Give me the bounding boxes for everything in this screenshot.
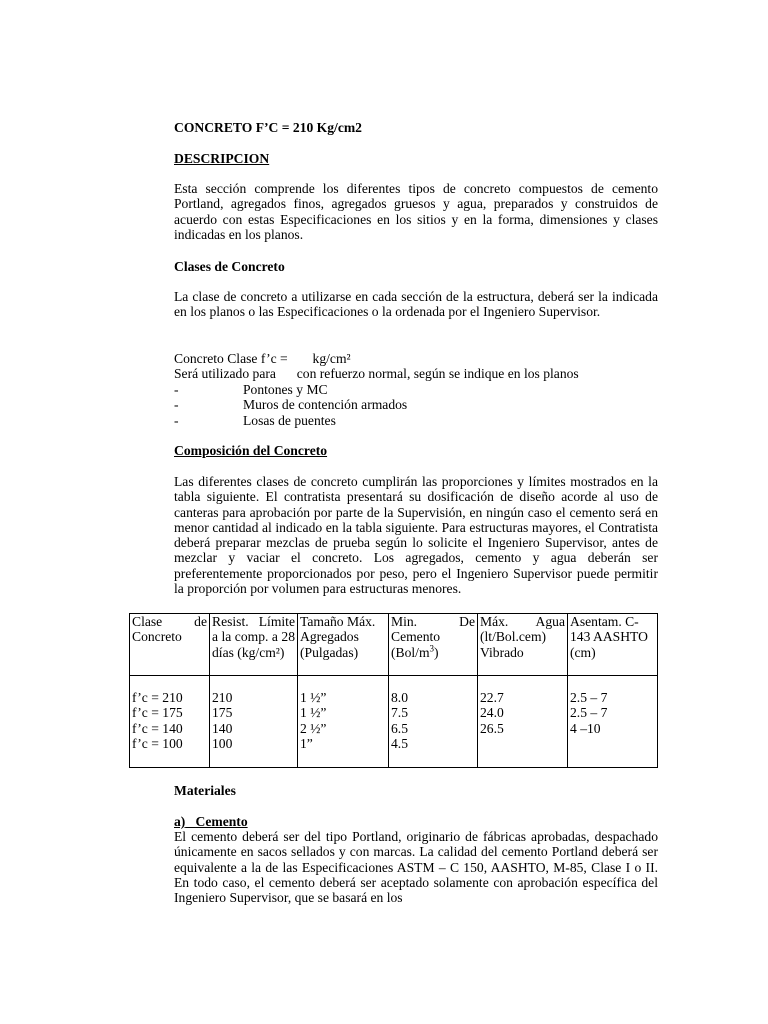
- header-cemento-sup: 3: [429, 643, 435, 654]
- cell-value: 100: [212, 735, 233, 751]
- table-header-row: [130, 614, 658, 676]
- subheading-label: Cemento: [195, 814, 248, 829]
- cell-value: 1”: [300, 735, 313, 751]
- header-asentamiento: Asentam. C-143 AASHTO (cm): [568, 614, 658, 676]
- section-heading-composicion: Composición del Concreto: [174, 443, 328, 458]
- cell-value: 24.0: [480, 705, 504, 721]
- cell-clase: [130, 676, 210, 768]
- cell-value: 6.5: [391, 720, 408, 736]
- cell-value: 2.5 – 7: [570, 690, 608, 705]
- header-agua: Máx. Agua (lt/Bol.cem) Vibrado: [478, 614, 568, 676]
- uso-line: [174, 366, 658, 381]
- section-heading-materiales: Materiales: [174, 783, 236, 798]
- list-item: [174, 382, 658, 397]
- cell-value: 175: [212, 705, 233, 721]
- header-cemento-text: Min. De Cemento (Bol/m: [391, 614, 475, 660]
- cell-value: f’c = 175: [132, 705, 183, 721]
- list-bullet: -: [174, 382, 179, 397]
- cell-value: f’c = 210: [132, 690, 183, 705]
- cell-value: 2.5 – 7: [570, 705, 608, 721]
- paragraph-cemento: El cemento deberá ser del tipo Portland, originario de fábricas aprobadas, despachado únicamente en sacos sellados y con marcas. La calidad del cemento Portland deberá ser equivalente a la de las Especificaciones ASTM – C 150, AASHTO, M-85, Clase I o II. En todo caso, el cemento deberá ser aceptado solamente con aprobación específica del Ingeniero Supervisor, que se basará en los: [174, 829, 658, 906]
- paragraph-composicion: Las diferentes clases de concreto cumplirán las proporciones y límites mostrados en la tabla siguiente. El contratista presentará su dosificación de diseño acorde al uso de canteras para aprobación por parte de la Supervisión, en ningún caso el cemento será en menor cantidad al indicado en la tabla siguiente. Para estructuras mayores, el Contratista deberá preparar mezclas de prueba según lo solicite el Ingeniero Supervisor, antes de mezclar y vaciar el concreto. Los agregados, cemento y agua deberán ser preferentemente proporcionados por peso, pero el Ingeniero Supervisor puede permitir la proporción por volumen para estructuras menores.: [174, 474, 658, 597]
- cell-value: f’c = 140: [132, 720, 183, 736]
- cell-value: 8.0: [391, 690, 408, 705]
- cell-value: 210: [212, 690, 233, 705]
- clase-line-label: Concreto Clase f’c =: [174, 351, 288, 366]
- list-item-text: Losas de puentes: [243, 413, 336, 428]
- paragraph-clases: La clase de concreto a utilizarse en cada sección de la estructura, deberá ser la indicada en los planos o las Especificaciones o la ordenada por el Ingeniero Supervisor.: [174, 289, 658, 320]
- cell-asentamiento: [568, 676, 658, 768]
- cell-value: 2 ½”: [300, 720, 327, 736]
- cell-value: 4.5: [391, 735, 408, 751]
- cell-value: 140: [212, 720, 233, 736]
- cell-cemento: [389, 676, 478, 768]
- subheading-prefix: a): [174, 814, 186, 829]
- header-cemento-end: ): [434, 644, 439, 660]
- list-item-text: Pontones y MC: [243, 382, 328, 397]
- list-item-text: Muros de contención armados: [243, 397, 408, 412]
- cell-value: 1 ½”: [300, 690, 327, 705]
- header-clase: Clase de Concreto: [130, 614, 210, 676]
- uso-line-label: Será utilizado para: [174, 366, 276, 381]
- section-heading-descripcion: DESCRIPCION: [174, 151, 270, 166]
- subheading-cemento: [174, 814, 658, 829]
- document-title: CONCRETO F’C = 210 Kg/cm2: [174, 120, 362, 135]
- list-item: [174, 397, 658, 412]
- cell-agua: [478, 676, 568, 768]
- list-bullet: -: [174, 397, 179, 412]
- uso-line-text: con refuerzo normal, según se indique en los planos: [296, 366, 579, 381]
- list-bullet: -: [174, 413, 179, 428]
- paragraph-descripcion: Esta sección comprende los diferentes tipos de concreto compuestos de cemento Portland, agregados finos, agregados gruesos y agua, preparados y construidos de acuerdo con estas Especificaciones en los sitios y en la forma, dimensiones y clases indicadas en los planos.: [174, 181, 658, 242]
- cell-value: 7.5: [391, 705, 408, 721]
- list-item: [174, 413, 658, 428]
- clase-line-unit: kg/cm²: [312, 351, 351, 366]
- cell-value: 4 –10: [570, 720, 601, 736]
- cell-resistencia: [210, 676, 298, 768]
- header-cemento: [389, 614, 478, 676]
- cell-value: 26.5: [480, 720, 504, 736]
- cell-value: f’c = 100: [132, 735, 183, 751]
- proportions-table: [129, 613, 658, 768]
- cell-tamano: [298, 676, 389, 768]
- table-row: [130, 676, 658, 768]
- header-tamano: Tamaño Máx. Agregados (Pulgadas): [298, 614, 389, 676]
- clase-line: [174, 351, 658, 366]
- cell-value: 1 ½”: [300, 705, 327, 721]
- header-resistencia: Resist. Límite a la comp. a 28 días (kg/cm²): [210, 614, 298, 676]
- section-heading-clases: Clases de Concreto: [174, 259, 285, 274]
- cell-value: 22.7: [480, 690, 504, 705]
